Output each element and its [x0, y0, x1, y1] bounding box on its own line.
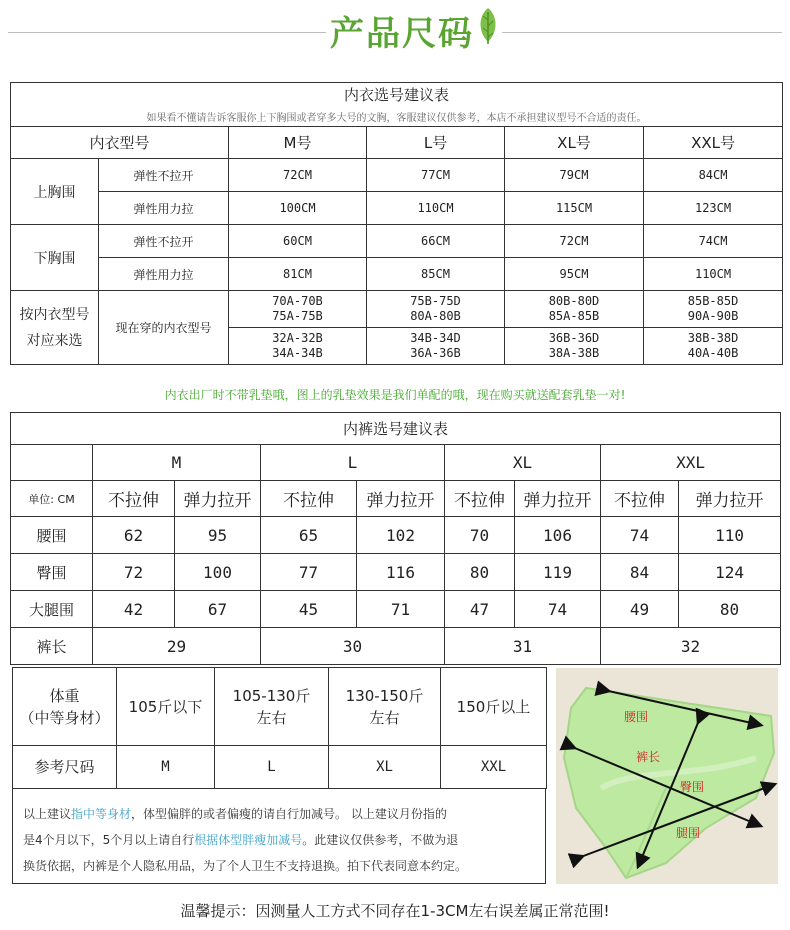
table-cell: 49	[601, 591, 679, 628]
waist-label: 腰围	[11, 517, 93, 554]
weight-range: 105-130斤	[232, 686, 311, 705]
table-cell: 47	[445, 591, 515, 628]
bra-size-table	[10, 82, 783, 365]
table-cell: 110CM	[644, 258, 783, 291]
table-cell: 74	[515, 591, 601, 628]
panty-illustration	[556, 668, 778, 884]
cup-range: 34A-34B	[272, 346, 323, 360]
panty-size-header: XXL	[601, 445, 781, 481]
panty-table-title: 内裤选号建议表	[11, 413, 781, 445]
header-divider-right	[502, 32, 782, 33]
cup-cell	[505, 328, 644, 365]
empty-cell	[11, 445, 93, 481]
cup-group-label-line: 按内衣型号	[19, 306, 90, 323]
panty-size-table	[10, 412, 781, 665]
cup-range: 36A-36B	[410, 346, 461, 360]
weight-label-line: 体重	[49, 686, 80, 705]
table-cell: 72CM	[229, 159, 367, 192]
note-text: 。此建议仅供参考，不做为退	[302, 833, 459, 847]
bra-size-header: XL号	[505, 127, 644, 159]
length-measure-label: 裤长	[636, 750, 661, 764]
weight-range-cell	[441, 668, 547, 746]
waist-measure-label: 腰围	[624, 710, 649, 724]
measurement-error-tip: 温馨提示：因测量人工方式不同存在1-3CM左右误差属正常范围!	[180, 902, 610, 920]
under-bust-label: 下胸围	[11, 225, 99, 291]
cup-range: 75A-75B	[272, 309, 323, 323]
table-cell: 62	[93, 517, 175, 554]
table-cell: 80	[445, 554, 515, 591]
no-stretch-label: 弹性不拉开	[99, 225, 229, 258]
stretch-header: 弹力拉开	[357, 481, 445, 517]
table-cell: 102	[357, 517, 445, 554]
weight-size-table	[12, 667, 547, 789]
no-stretch-header: 不拉伸	[445, 481, 515, 517]
cup-cell	[505, 291, 644, 328]
page-title: 产品尺码	[330, 14, 474, 54]
ref-size-cell: L	[215, 746, 329, 789]
table-cell: 65	[261, 517, 357, 554]
current-bra-label: 现在穿的内衣型号	[99, 291, 229, 365]
cup-range: 38A-38B	[548, 346, 600, 360]
cup-range: 75B-75D	[410, 294, 461, 308]
bra-table-note: 如果看不懂请告诉客服你上下胸围或者穿多大号的文胸，客服建议仅供参考，本店不承担建议型号不合适的责任。	[11, 107, 783, 127]
table-cell: 29	[93, 628, 261, 665]
table-cell: 110CM	[367, 192, 505, 225]
page-header	[0, 0, 790, 60]
unit-label: 单位: CM	[11, 481, 93, 517]
cup-cell	[229, 328, 367, 365]
note-highlight: 根据体型胖瘦加减号	[194, 833, 303, 847]
note-highlight: 指中等身材	[71, 807, 132, 821]
weight-label-line: （中等身材）	[19, 708, 110, 727]
ref-size-label: 参考尺码	[13, 746, 117, 789]
weight-range: 150斤以上	[456, 697, 531, 716]
thigh-measure-label: 腿围	[676, 826, 701, 840]
upper-bust-label: 上胸围	[11, 159, 99, 225]
bra-table-title: 内衣选号建议表	[11, 83, 783, 107]
note-line	[23, 827, 535, 853]
cup-range: 32A-32B	[272, 331, 323, 345]
table-cell: 32	[601, 628, 781, 665]
pad-notice: 内衣出厂时不带乳垫哦，图上的乳垫效果是我们单配的哦，现在购买就送配套乳垫一对!	[164, 388, 626, 402]
weight-label	[13, 668, 117, 746]
weight-range: 130-150斤	[345, 686, 424, 705]
weight-range-cell	[215, 668, 329, 746]
table-cell: 60CM	[229, 225, 367, 258]
leaf-icon	[476, 6, 500, 46]
ref-size-cell: XXL	[441, 746, 547, 789]
cup-range: 85B-85D	[687, 294, 739, 308]
cup-range: 85A-85B	[548, 309, 600, 323]
cup-range: 40A-40B	[687, 346, 739, 360]
cup-range: 80A-80B	[410, 309, 461, 323]
table-cell: 106	[515, 517, 601, 554]
table-cell: 45	[261, 591, 357, 628]
table-cell: 74	[601, 517, 679, 554]
table-cell: 74CM	[644, 225, 783, 258]
table-cell: 79CM	[505, 159, 644, 192]
no-stretch-header: 不拉伸	[93, 481, 175, 517]
note-text: ，体型偏胖的或者偏瘦的请自行加减号。 以上建议月份指的	[131, 807, 447, 821]
table-cell: 67	[175, 591, 261, 628]
thigh-label: 大腿围	[11, 591, 93, 628]
cup-cell	[644, 291, 783, 328]
panty-size-header: M	[93, 445, 261, 481]
panty-size-header: XL	[445, 445, 601, 481]
cup-cell	[367, 328, 505, 365]
table-cell: 72	[93, 554, 175, 591]
panty-size-header: L	[261, 445, 445, 481]
table-cell: 70	[445, 517, 515, 554]
table-cell: 81CM	[229, 258, 367, 291]
table-cell: 71	[357, 591, 445, 628]
table-cell: 124	[679, 554, 781, 591]
cup-group-label	[11, 291, 99, 365]
ref-size-cell: M	[117, 746, 215, 789]
cup-range: 70A-70B	[272, 294, 323, 308]
stretch-header: 弹力拉开	[175, 481, 261, 517]
table-cell: 100	[175, 554, 261, 591]
stretch-label: 弹性用力拉	[99, 192, 229, 225]
bra-type-header: 内衣型号	[11, 127, 229, 159]
table-cell: 95CM	[505, 258, 644, 291]
stretch-header: 弹力拉开	[515, 481, 601, 517]
table-cell: 116	[357, 554, 445, 591]
ref-size-cell: XL	[329, 746, 441, 789]
no-stretch-header: 不拉伸	[261, 481, 357, 517]
cup-range: 34B-34D	[410, 331, 461, 345]
cup-cell	[229, 291, 367, 328]
table-cell: 30	[261, 628, 445, 665]
table-cell: 100CM	[229, 192, 367, 225]
cup-range: 80B-80D	[548, 294, 600, 308]
cup-cell	[367, 291, 505, 328]
cup-cell	[644, 328, 783, 365]
table-cell: 85CM	[367, 258, 505, 291]
weight-range-cell	[117, 668, 215, 746]
table-cell: 115CM	[505, 192, 644, 225]
bra-size-header: XXL号	[644, 127, 783, 159]
table-cell: 77	[261, 554, 357, 591]
bra-size-header: M号	[229, 127, 367, 159]
weight-range: 105斤以下	[128, 697, 203, 716]
table-cell: 84CM	[644, 159, 783, 192]
table-cell: 80	[679, 591, 781, 628]
table-cell: 31	[445, 628, 601, 665]
hip-label: 臀围	[11, 554, 93, 591]
cup-group-label-line: 对应来选	[26, 332, 83, 349]
table-cell: 72CM	[505, 225, 644, 258]
note-text: 是4个月以下，5个月以上请自行	[23, 833, 195, 847]
bra-size-header: L号	[367, 127, 505, 159]
header-divider-left	[8, 32, 326, 33]
note-line	[23, 801, 535, 827]
note-line	[23, 853, 535, 879]
cup-range: 36B-36D	[548, 331, 600, 345]
table-cell: 95	[175, 517, 261, 554]
no-stretch-header: 不拉伸	[601, 481, 679, 517]
table-cell: 123CM	[644, 192, 783, 225]
hip-measure-label: 臀围	[680, 780, 705, 794]
weight-range-cell	[329, 668, 441, 746]
weight-range-suffix: 左右	[256, 708, 287, 727]
table-cell: 84	[601, 554, 679, 591]
no-stretch-label: 弹性不拉开	[99, 159, 229, 192]
table-cell: 66CM	[367, 225, 505, 258]
table-cell: 110	[679, 517, 781, 554]
table-cell: 77CM	[367, 159, 505, 192]
size-advice-note	[12, 788, 546, 884]
note-text: 以上建议	[23, 807, 72, 821]
stretch-label: 弹性用力拉	[99, 258, 229, 291]
weight-range-suffix: 左右	[369, 708, 400, 727]
cup-range: 38B-38D	[687, 331, 739, 345]
panty-measurement-photo	[556, 668, 778, 884]
length-label: 裤长	[11, 628, 93, 665]
stretch-header: 弹力拉开	[679, 481, 781, 517]
table-cell: 119	[515, 554, 601, 591]
note-text: 换货依据，内裤是个人隐私用品，为了个人卫生不支持退换。拍下代表同意本约定。	[23, 859, 468, 873]
table-cell: 42	[93, 591, 175, 628]
cup-range: 90A-90B	[687, 309, 739, 323]
